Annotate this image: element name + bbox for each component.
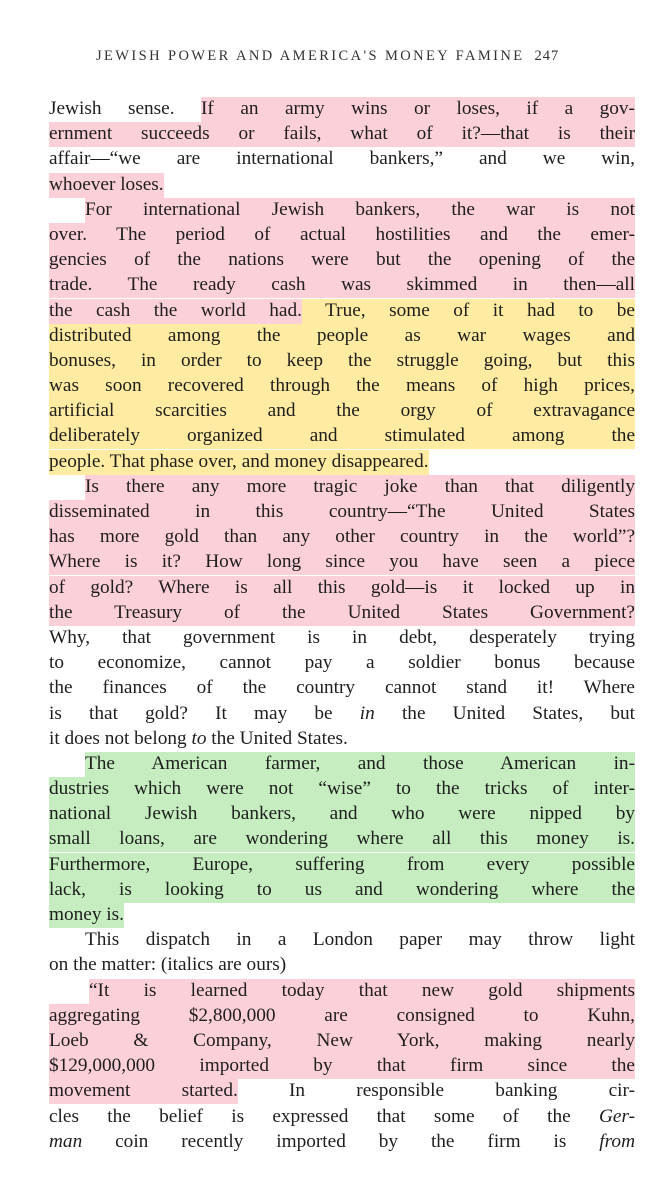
- highlighted-text: Loeb & Company, New York, making nearly: [49, 1029, 635, 1054]
- highlighted-text: trade. The ready cash was skimmed in then—all: [49, 273, 635, 298]
- text-line: [49, 298, 635, 323]
- plain-text: the finances of the country cannot stand it! Where: [49, 677, 635, 699]
- highlighted-text: True, some of it had to be: [302, 299, 635, 324]
- text-line: [49, 474, 635, 499]
- highlighted-text: has more gold than any other country in the world”?: [49, 525, 635, 550]
- highlighted-text: was soon recovered through the means of high prices,: [49, 374, 635, 399]
- paragraph-1: [49, 96, 635, 197]
- text-line: [49, 197, 635, 222]
- italic-text: in: [359, 702, 375, 724]
- text-line: [49, 650, 635, 675]
- highlighted-text: lack, is looking to us and wondering where the: [49, 878, 635, 903]
- italic-text: to: [191, 727, 207, 749]
- text-line: [49, 927, 635, 952]
- italic-text: man: [49, 1130, 83, 1152]
- text-line: [49, 121, 635, 146]
- text-line: [49, 726, 635, 751]
- text-line: [49, 524, 635, 549]
- text-line: [49, 272, 635, 297]
- text-line: [49, 398, 635, 423]
- text-line: [49, 449, 635, 474]
- paragraph-5: [49, 927, 635, 977]
- highlighted-text: artificial scarcities and the orgy of extravagance: [49, 399, 635, 424]
- text-line: [49, 96, 635, 121]
- highlighted-text: The American farmer, and those American in-: [85, 752, 635, 777]
- highlighted-text: If an army wins or loses, if a gov-: [201, 97, 635, 122]
- text-line: [49, 348, 635, 373]
- highlighted-text: small loans, are wondering where all this money is.: [49, 827, 635, 852]
- highlighted-text: the cash the world had.: [49, 299, 302, 324]
- plain-text: the United States.: [206, 727, 348, 749]
- highlighted-text: movement started.: [49, 1079, 238, 1104]
- running-head: [96, 48, 641, 65]
- highlighted-text: bonuses, in order to keep the struggle going, but this: [49, 349, 635, 374]
- text-line: [49, 172, 635, 197]
- highlighted-text: whoever loses.: [49, 173, 164, 198]
- text-line: [49, 247, 635, 272]
- highlighted-text: of gold? Where is all this gold—is it locked up in: [49, 576, 635, 601]
- plain-text: is that gold? It may be: [49, 702, 360, 724]
- plain-text: coin recently imported by the firm is: [82, 1130, 600, 1152]
- italic-text: from: [599, 1130, 635, 1152]
- plain-text: the United States, but: [374, 702, 635, 724]
- running-head-title: JEWISH POWER AND AMERICA'S MONEY FAMINE: [96, 48, 525, 64]
- text-line: [49, 978, 635, 1003]
- paragraph-4: [49, 751, 635, 927]
- text-line: [49, 801, 635, 826]
- highlighted-text: “It is learned today that new gold shipments: [89, 979, 635, 1004]
- quote: [49, 978, 635, 1154]
- plain-text: on the matter: (italics are ours): [49, 954, 287, 976]
- text-line: [49, 776, 635, 801]
- paragraph-3: [49, 474, 635, 751]
- text-line: [49, 323, 635, 348]
- text-line: [49, 1003, 635, 1028]
- highlighted-text: distributed among the people as war wages and: [49, 324, 635, 349]
- paragraph-2: [49, 197, 635, 474]
- text-line: [49, 675, 635, 700]
- highlighted-text: people. That phase over, and money disappeared.: [49, 450, 429, 475]
- plain-text: Why, that government is in debt, desperately trying: [49, 626, 635, 648]
- highlighted-text: national Jewish bankers, and who were nipped by: [49, 802, 635, 827]
- text-line: [49, 826, 635, 851]
- highlighted-text: money is.: [49, 903, 124, 928]
- text-line: [49, 146, 635, 171]
- highlighted-text: disseminated in this country—“The United States: [49, 500, 635, 525]
- text-line: [49, 1078, 635, 1103]
- highlighted-text: Furthermore, Europe, suffering from every possible: [49, 853, 635, 878]
- body-text: [49, 96, 635, 1154]
- plain-text: cles the belief is expressed that some of the: [49, 1105, 599, 1127]
- text-line: [49, 625, 635, 650]
- plain-text: This dispatch in a London paper may throw light: [85, 929, 635, 951]
- highlighted-text: Where is it? How long since you have seen a piece: [49, 550, 635, 575]
- text-line: [49, 877, 635, 902]
- highlighted-text: aggregating $2,800,000 are consigned to Kuhn,: [49, 1004, 635, 1029]
- text-line: [49, 1028, 635, 1053]
- text-line: [49, 1053, 635, 1078]
- highlighted-text: gencies of the nations were but the opening of the: [49, 248, 635, 273]
- highlighted-text: the Treasury of the United States Government?: [49, 601, 635, 626]
- text-line: [49, 1129, 635, 1154]
- text-line: [49, 575, 635, 600]
- text-line: [49, 751, 635, 776]
- plain-text: Jewish sense.: [49, 98, 202, 119]
- plain-text: it does not belong: [49, 727, 192, 749]
- text-line: [49, 852, 635, 877]
- highlighted-text: For international Jewish bankers, the war is not: [85, 198, 635, 223]
- text-line: [49, 222, 635, 247]
- text-line: [49, 952, 635, 977]
- highlighted-text: Is there any more tragic joke than that diligently: [85, 475, 635, 500]
- highlighted-text: deliberately organized and stimulated among the: [49, 424, 635, 449]
- highlighted-text: $129,000,000 imported by that firm since the: [49, 1054, 635, 1079]
- text-line: [49, 902, 635, 927]
- text-line: [49, 373, 635, 398]
- text-line: [49, 423, 635, 448]
- plain-text: affair—“we are international bankers,” and we win,: [49, 148, 635, 170]
- text-line: [49, 499, 635, 524]
- highlighted-text: ernment succeeds or fails, what of it?—that is their: [49, 122, 635, 147]
- text-line: [49, 600, 635, 625]
- page-number: 247: [534, 48, 560, 64]
- highlighted-text: dustries which were not “wise” to the tricks of inter-: [49, 777, 635, 802]
- italic-text: Ger-: [598, 1105, 635, 1127]
- highlighted-text: over. The period of actual hostilities and the emer-: [49, 223, 635, 248]
- text-line: [49, 549, 635, 574]
- plain-text: In responsible banking cir-: [237, 1080, 635, 1102]
- text-line: [49, 701, 635, 726]
- text-line: [49, 1104, 635, 1129]
- plain-text: to economize, cannot pay a soldier bonus because: [49, 652, 635, 674]
